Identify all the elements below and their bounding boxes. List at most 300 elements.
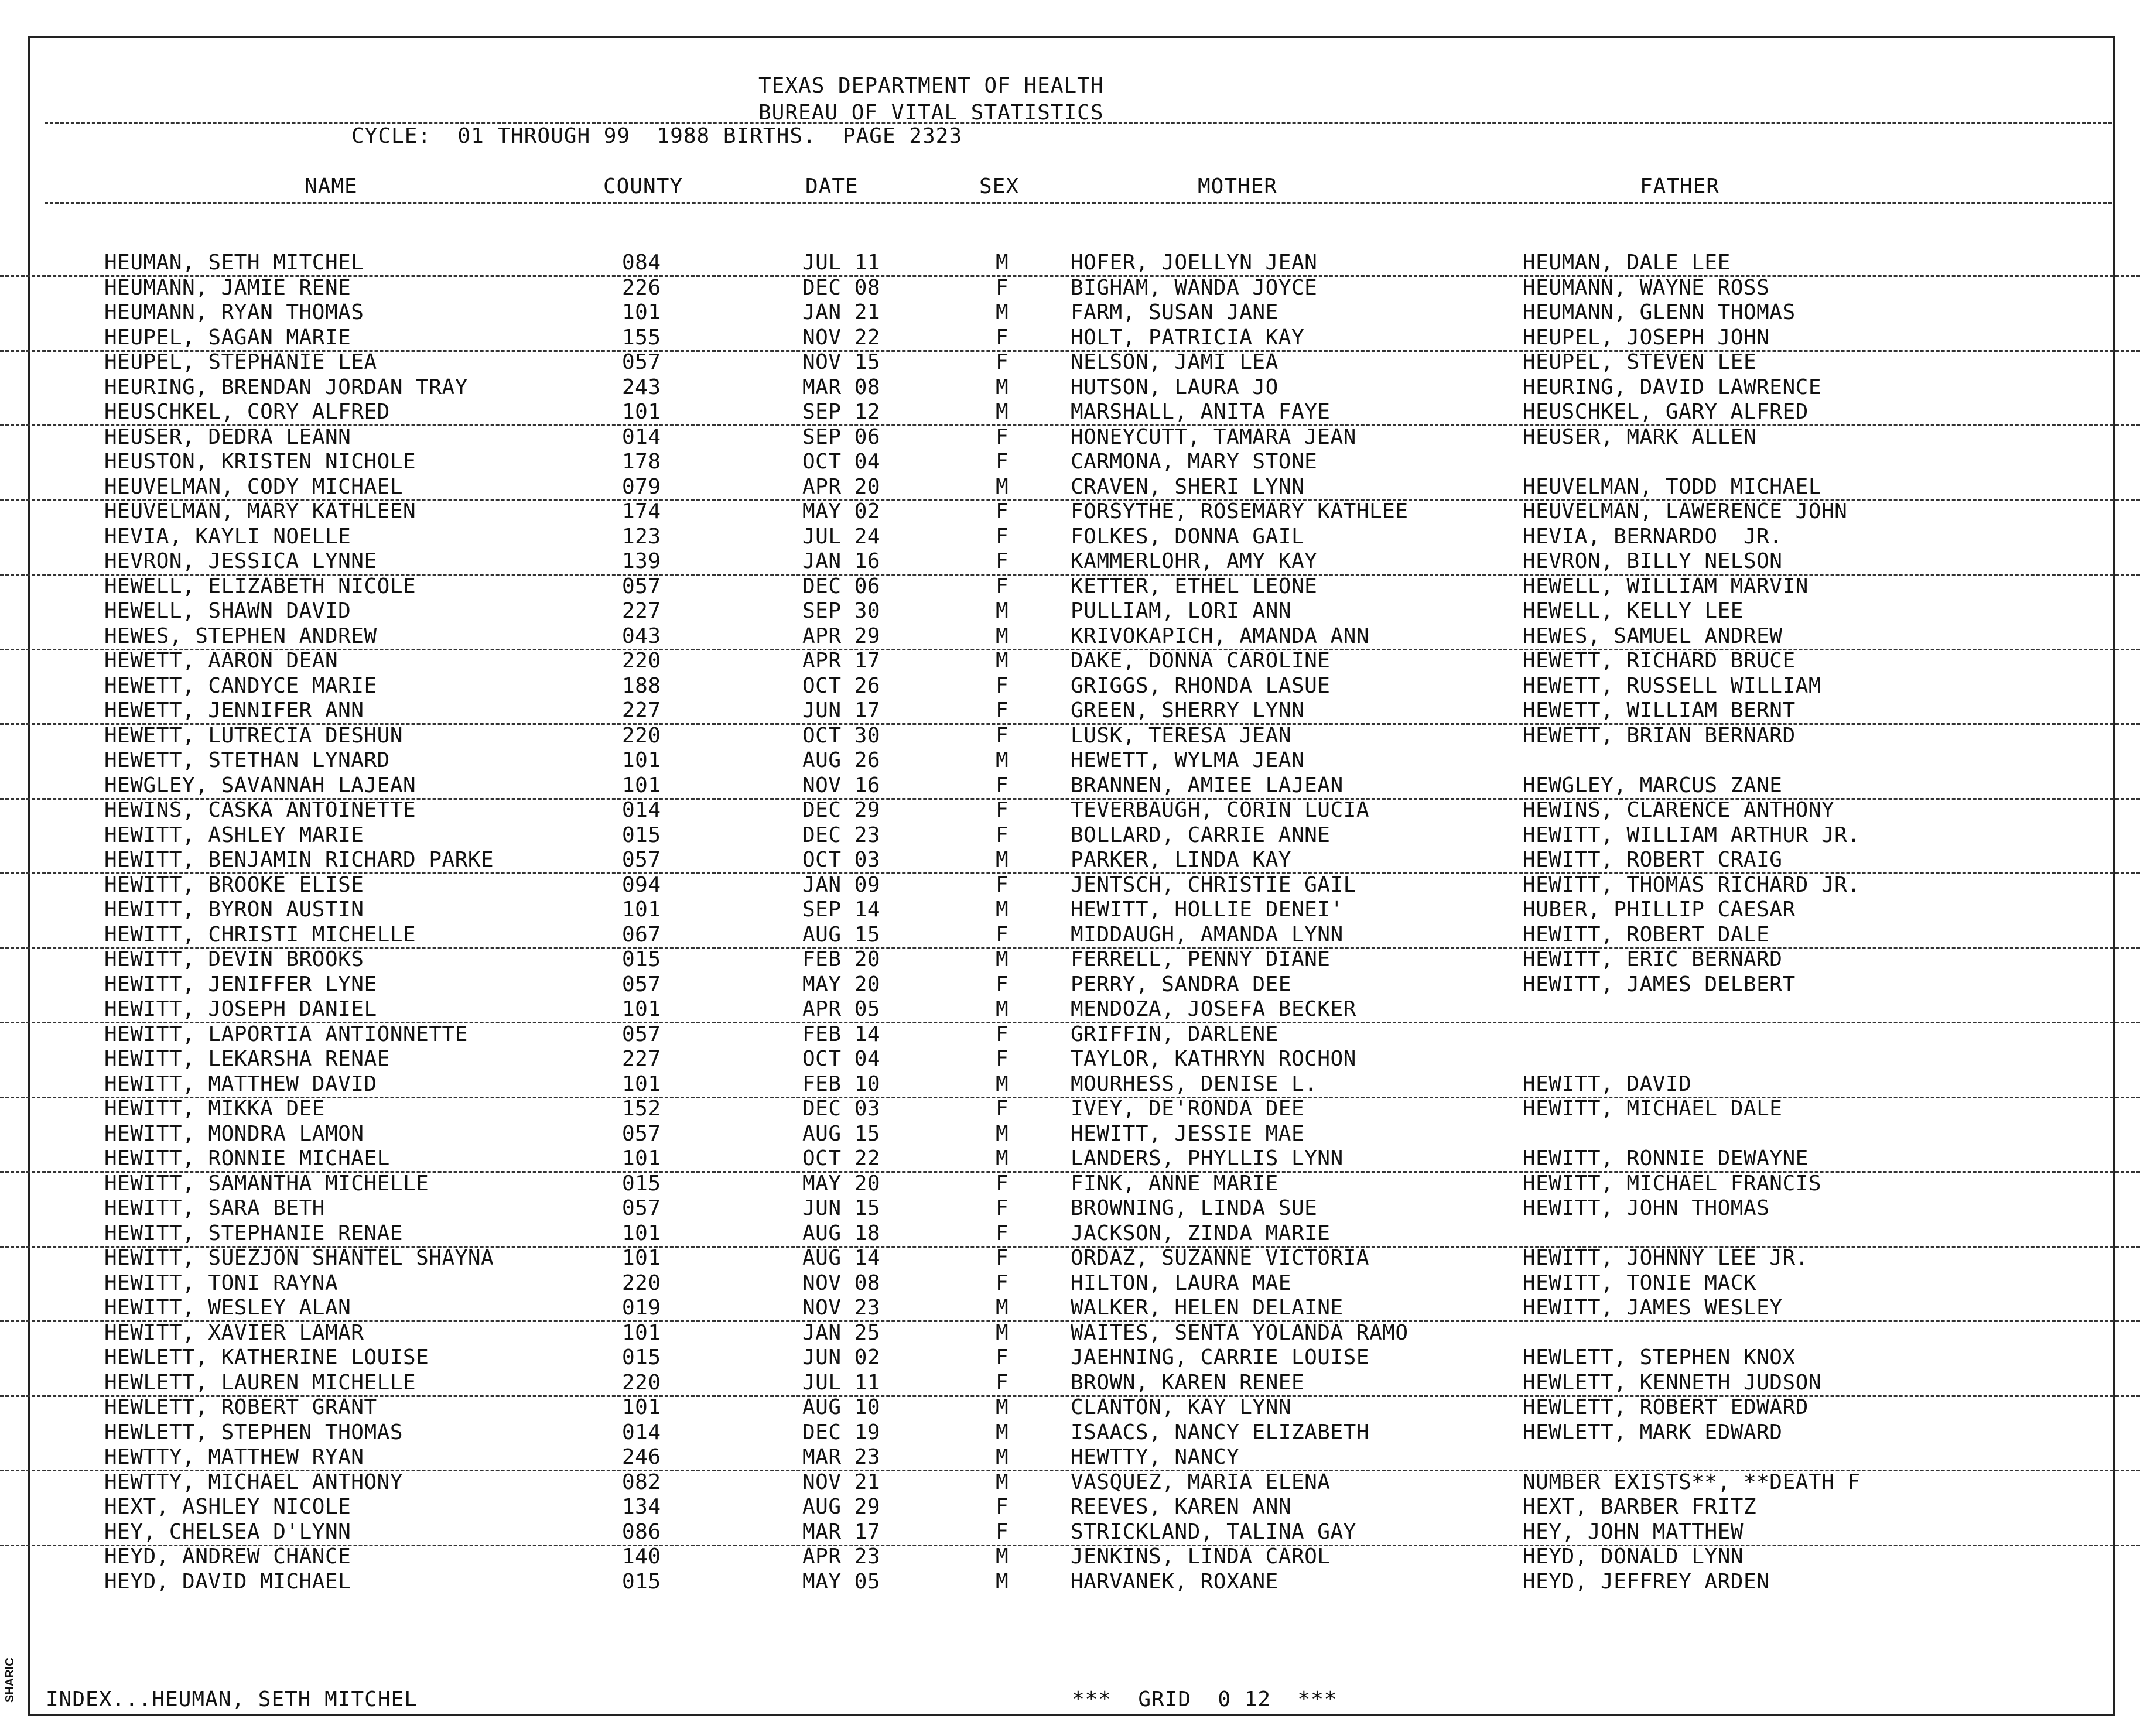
cell-sex: M: [996, 375, 1009, 399]
cell-name: HEWITT, XAVIER LAMAR: [104, 1320, 364, 1345]
cell-sex: F: [996, 922, 1009, 947]
cell-mother: FARM, SUSAN JANE: [1071, 300, 1278, 324]
cell-county: 057: [622, 574, 661, 598]
cell-date: MAY 02: [802, 499, 881, 523]
cell-father: HEWITT, JAMES WESLEY: [1523, 1296, 1783, 1320]
cell-date: JUN 17: [802, 698, 881, 723]
cell-county: 134: [622, 1495, 661, 1519]
cell-father: HEWITT, THOMAS RICHARD JR.: [1523, 872, 1861, 897]
cell-date: SEP 06: [802, 424, 881, 449]
cell-mother: KETTER, ETHEL LEONE: [1071, 574, 1318, 598]
table-row: [0, 1371, 2140, 1397]
table-row: [0, 1271, 2140, 1296]
cell-father: HEWITT, ERIC BERNARD: [1523, 947, 1783, 971]
cell-sex: F: [996, 350, 1009, 374]
cell-county: 014: [622, 798, 661, 822]
cell-father: HEWETT, RICHARD BRUCE: [1523, 649, 1796, 673]
cell-county: 101: [622, 300, 661, 324]
cell-date: JAN 21: [802, 300, 881, 324]
cell-name: HEWITT, LAPORTIA ANTIONNETTE: [104, 1022, 468, 1046]
table-row: [0, 1570, 2140, 1594]
cell-date: JUL 11: [802, 251, 881, 275]
cell-name: HEYD, ANDREW CHANCE: [104, 1545, 351, 1569]
cell-date: APR 20: [802, 474, 881, 499]
table-row: [0, 300, 2140, 325]
cell-county: 188: [622, 673, 661, 698]
cell-county: 094: [622, 872, 661, 897]
cell-mother: FOLKES, DONNA GAIL: [1071, 524, 1305, 549]
table-row: [0, 997, 2140, 1023]
cell-date: OCT 03: [802, 848, 881, 872]
table-row: [0, 947, 2140, 972]
cell-date: APR 17: [802, 649, 881, 673]
cell-father: HEVRON, BILLY NELSON: [1523, 549, 1783, 573]
cell-name: HEWTTY, MICHAEL ANTHONY: [104, 1470, 403, 1494]
cell-sex: F: [996, 424, 1009, 449]
cell-county: 101: [622, 1221, 661, 1245]
cell-sex: M: [996, 1121, 1009, 1146]
cell-name: HEWITT, RONNIE MICHAEL: [104, 1146, 390, 1170]
cell-date: JAN 09: [802, 872, 881, 897]
table-row: [0, 475, 2140, 501]
column-header-county: COUNTY: [603, 174, 683, 198]
cell-county: 101: [622, 898, 661, 922]
cell-county: 101: [622, 1146, 661, 1170]
cell-name: HEWITT, JENIFFER LYNE: [104, 972, 377, 997]
table-row: [0, 698, 2140, 725]
table-row: [0, 1470, 2140, 1495]
cell-mother: JENKINS, LINDA CAROL: [1071, 1545, 1331, 1569]
cell-name: HEUMANN, RYAN THOMAS: [104, 300, 364, 324]
cell-sex: M: [996, 599, 1009, 623]
cell-sex: M: [996, 251, 1009, 275]
cell-father: HEWITT, MICHAEL FRANCIS: [1523, 1171, 1821, 1196]
cell-date: MAY 20: [802, 1171, 881, 1196]
header-line-2: BUREAU OF VITAL STATISTICS: [758, 101, 1104, 125]
cell-sex: M: [996, 1569, 1009, 1594]
cell-father: HEUPEL, JOSEPH JOHN: [1523, 325, 1770, 350]
cell-sex: M: [996, 1545, 1009, 1569]
table-row: [0, 798, 2140, 823]
cell-name: HEWITT, BROOKE ELISE: [104, 872, 364, 897]
cell-father: HEVIA, BERNARDO JR.: [1523, 524, 1783, 549]
cell-sex: F: [996, 723, 1009, 748]
cell-name: HEUVELMAN, CODY MICHAEL: [104, 474, 403, 499]
cell-father: HEWITT, JOHN THOMAS: [1523, 1196, 1770, 1220]
cell-father: HEWGLEY, MARCUS ZANE: [1523, 773, 1783, 797]
cell-date: OCT 26: [802, 673, 881, 698]
cell-date: JAN 25: [802, 1320, 881, 1345]
table-row: [0, 1445, 2140, 1471]
cell-name: HEWITT, SAMANTHA MICHELLE: [104, 1171, 429, 1196]
cell-father: HEWLETT, MARK EDWARD: [1523, 1420, 1783, 1444]
cell-date: DEC 03: [802, 1097, 881, 1121]
cell-sex: F: [996, 1370, 1009, 1395]
cell-county: 043: [622, 624, 661, 648]
table-row: [0, 251, 2140, 277]
cell-mother: NELSON, JAMI LEA: [1071, 350, 1278, 374]
cell-sex: F: [996, 1196, 1009, 1220]
table-row: [0, 1520, 2140, 1546]
cell-mother: BROWN, KAREN RENEE: [1071, 1370, 1305, 1395]
cell-mother: GREEN, SHERRY LYNN: [1071, 698, 1305, 723]
table-row: [0, 1395, 2140, 1420]
cell-date: NOV 15: [802, 350, 881, 374]
cell-mother: FERRELL, PENNY DIANE: [1071, 947, 1331, 971]
cell-father: HEWETT, BRIAN BERNARD: [1523, 723, 1796, 748]
cell-name: HEY, CHELSEA D'LYNN: [104, 1519, 351, 1544]
cell-name: HEWELL, SHAWN DAVID: [104, 599, 351, 623]
table-row: [0, 1545, 2140, 1569]
cell-county: 057: [622, 1121, 661, 1146]
cell-county: 057: [622, 972, 661, 997]
cell-name: HEXT, ASHLEY NICOLE: [104, 1495, 351, 1519]
cell-father: HEWITT, MICHAEL DALE: [1523, 1097, 1783, 1121]
cell-date: OCT 30: [802, 723, 881, 748]
cell-sex: F: [996, 1022, 1009, 1046]
table-row: [0, 973, 2140, 997]
cell-date: OCT 04: [802, 1047, 881, 1071]
table-row: [0, 1345, 2140, 1370]
cell-county: 015: [622, 1345, 661, 1369]
cell-sex: F: [996, 275, 1009, 300]
cell-date: DEC 08: [802, 275, 881, 300]
cell-name: HEWITT, ASHLEY MARIE: [104, 823, 364, 847]
cell-name: HEWITT, DEVIN BROOKS: [104, 947, 364, 971]
table-row: [0, 724, 2140, 748]
cell-sex: F: [996, 773, 1009, 797]
cell-mother: HONEYCUTT, TAMARA JEAN: [1071, 424, 1356, 449]
cell-county: 227: [622, 1047, 661, 1071]
cell-sex: M: [996, 947, 1009, 971]
cell-mother: KAMMERLOHR, AMY KAY: [1071, 549, 1318, 573]
cell-date: FEB 14: [802, 1022, 881, 1046]
cell-name: HEWITT, MONDRA LAMON: [104, 1121, 364, 1146]
cell-county: 101: [622, 997, 661, 1021]
table-row: [0, 499, 2140, 524]
cell-county: 067: [622, 922, 661, 947]
cell-name: HEWLETT, ROBERT GRANT: [104, 1395, 377, 1419]
cell-county: 140: [622, 1545, 661, 1569]
cell-mother: FORSYTHE, ROSEMARY KATHLEE: [1071, 499, 1409, 523]
cell-name: HEWITT, SARA BETH: [104, 1196, 325, 1220]
cell-date: AUG 10: [802, 1395, 881, 1419]
cell-date: MAR 08: [802, 375, 881, 399]
cell-date: DEC 19: [802, 1420, 881, 1444]
cell-name: HEWTTY, MATTHEW RYAN: [104, 1445, 364, 1469]
cell-mother: BROWNING, LINDA SUE: [1071, 1196, 1318, 1220]
cell-county: 152: [622, 1097, 661, 1121]
cell-name: HEWETT, STETHAN LYNARD: [104, 748, 390, 772]
cell-date: JAN 16: [802, 549, 881, 573]
cell-date: MAY 20: [802, 972, 881, 997]
cell-county: 174: [622, 499, 661, 523]
cell-father: HEWITT, JAMES DELBERT: [1523, 972, 1796, 997]
cell-county: 101: [622, 773, 661, 797]
cell-mother: MOURHESS, DENISE L.: [1071, 1071, 1318, 1096]
cell-father: HEWITT, DAVID: [1523, 1071, 1692, 1096]
cell-name: HEWLETT, STEPHEN THOMAS: [104, 1420, 403, 1444]
cell-county: 079: [622, 474, 661, 499]
cell-name: HEWETT, AARON DEAN: [104, 649, 339, 673]
cell-name: HEVIA, KAYLI NOELLE: [104, 524, 351, 549]
cell-father: HEWETT, WILLIAM BERNT: [1523, 698, 1796, 723]
cell-father: HEYD, JEFFREY ARDEN: [1523, 1569, 1770, 1594]
cell-name: HEWITT, STEPHANIE RENAE: [104, 1221, 403, 1245]
cell-mother: PARKER, LINDA KAY: [1071, 848, 1291, 872]
cell-mother: CRAVEN, SHERI LYNN: [1071, 474, 1305, 499]
cell-father: HEUVELMAN, TODD MICHAEL: [1523, 474, 1821, 499]
table-row: [0, 326, 2140, 352]
cell-county: 123: [622, 524, 661, 549]
cell-county: 220: [622, 1271, 661, 1295]
cell-sex: F: [996, 499, 1009, 523]
cell-father: HEUMANN, GLENN THOMAS: [1523, 300, 1796, 324]
cell-name: HEWITT, LEKARSHA RENAE: [104, 1047, 390, 1071]
cell-name: HEWLETT, LAUREN MICHELLE: [104, 1370, 416, 1395]
cell-mother: BRANNEN, AMIEE LAJEAN: [1071, 773, 1344, 797]
cell-mother: HARVANEK, ROXANE: [1071, 1569, 1278, 1594]
cell-name: HEWES, STEPHEN ANDREW: [104, 624, 377, 648]
cell-county: 227: [622, 599, 661, 623]
cell-county: 178: [622, 450, 661, 474]
cell-father: HEURING, DAVID LAWRENCE: [1523, 375, 1821, 399]
cell-mother: ORDAZ, SUZANNE VICTORIA: [1071, 1246, 1369, 1270]
table-row: [0, 674, 2140, 698]
cell-date: DEC 06: [802, 574, 881, 598]
table-row: [0, 1072, 2140, 1098]
cell-father: HEXT, BARBER FRITZ: [1523, 1495, 1757, 1519]
cell-name: HEWITT, WESLEY ALAN: [104, 1296, 351, 1320]
cell-mother: TAYLOR, KATHRYN ROCHON: [1071, 1047, 1356, 1071]
cell-date: SEP 14: [802, 898, 881, 922]
cell-name: HEWITT, SUEZJON SHANTEL SHAYNA: [104, 1246, 494, 1270]
cell-father: HEWITT, WILLIAM ARTHUR JR.: [1523, 823, 1861, 847]
cell-name: HEUMANN, JAMIE RENE: [104, 275, 351, 300]
cell-father: HEUVELMAN, LAWERENCE JOHN: [1523, 499, 1848, 523]
cell-father: HEUSER, MARK ALLEN: [1523, 424, 1757, 449]
cell-mother: WALKER, HELEN DELAINE: [1071, 1296, 1344, 1320]
cell-mother: IVEY, DE'RONDA DEE: [1071, 1097, 1305, 1121]
cell-father: HEWES, SAMUEL ANDREW: [1523, 624, 1783, 648]
cell-mother: HEWTTY, NANCY: [1071, 1445, 1240, 1469]
cell-sex: M: [996, 624, 1009, 648]
table-row: [0, 923, 2140, 949]
cell-date: OCT 22: [802, 1146, 881, 1170]
cell-father: HEWLETT, STEPHEN KNOX: [1523, 1345, 1796, 1369]
cell-county: 101: [622, 1320, 661, 1345]
cell-sex: F: [996, 1271, 1009, 1295]
cell-mother: GRIGGS, RHONDA LASUE: [1071, 673, 1331, 698]
cell-mother: JENTSCH, CHRISTIE GAIL: [1071, 872, 1356, 897]
cell-mother: MENDOZA, JOSEFA BECKER: [1071, 997, 1356, 1021]
cell-mother: ISAACS, NANCY ELIZABETH: [1071, 1420, 1369, 1444]
cell-county: 057: [622, 848, 661, 872]
cell-father: HEWITT, RONNIE DEWAYNE: [1523, 1146, 1809, 1170]
cell-sex: M: [996, 474, 1009, 499]
table-row: [0, 1047, 2140, 1071]
cell-father: HUBER, PHILLIP CAESAR: [1523, 898, 1796, 922]
cell-name: HEWITT, CHRISTI MICHELLE: [104, 922, 416, 947]
cell-date: MAY 05: [802, 1569, 881, 1594]
cell-date: AUG 15: [802, 1121, 881, 1146]
cell-name: HEWITT, JOSEPH DANIEL: [104, 997, 377, 1021]
cell-sex: M: [996, 997, 1009, 1021]
cell-sex: F: [996, 524, 1009, 549]
cell-father: HEUMAN, DALE LEE: [1523, 251, 1731, 275]
cell-mother: HEWETT, WYLMA JEAN: [1071, 748, 1305, 772]
cell-date: MAR 23: [802, 1445, 881, 1469]
cell-sex: F: [996, 798, 1009, 822]
table-row: [0, 425, 2140, 450]
table-row: [0, 1321, 2140, 1345]
cell-sex: F: [996, 673, 1009, 698]
cell-mother: FINK, ANNE MARIE: [1071, 1171, 1278, 1196]
cell-county: 220: [622, 723, 661, 748]
column-header-date: DATE: [805, 174, 859, 198]
cell-mother: CARMONA, MARY STONE: [1071, 450, 1318, 474]
cell-county: 084: [622, 251, 661, 275]
cell-county: 101: [622, 1071, 661, 1096]
side-label: SHARIC: [4, 1658, 16, 1703]
cell-sex: M: [996, 1071, 1009, 1096]
column-header-rule: [45, 202, 2112, 204]
cell-mother: BIGHAM, WANDA JOYCE: [1071, 275, 1318, 300]
cell-mother: LANDERS, PHYLLIS LYNN: [1071, 1146, 1344, 1170]
cell-date: AUG 18: [802, 1221, 881, 1245]
cell-date: DEC 29: [802, 798, 881, 822]
cell-sex: M: [996, 1445, 1009, 1469]
cell-name: HEWETT, CANDYCE MARIE: [104, 673, 377, 698]
table-row: [0, 549, 2140, 576]
cell-mother: HUTSON, LAURA JO: [1071, 375, 1278, 399]
cell-date: SEP 12: [802, 400, 881, 424]
cell-name: HEUSTON, KRISTEN NICHOLE: [104, 450, 416, 474]
cell-name: HEWETT, JENNIFER ANN: [104, 698, 364, 723]
cell-father: HEY, JOHN MATTHEW: [1523, 1519, 1744, 1544]
cell-date: AUG 29: [802, 1495, 881, 1519]
table-row: [0, 823, 2140, 848]
cell-sex: F: [996, 698, 1009, 723]
cell-date: NOV 21: [802, 1470, 881, 1494]
cell-mother: DAKE, DONNA CAROLINE: [1071, 649, 1331, 673]
cell-mother: MARSHALL, ANITA FAYE: [1071, 400, 1331, 424]
cell-father: HEWITT, ROBERT CRAIG: [1523, 848, 1783, 872]
cell-name: HEUMAN, SETH MITCHEL: [104, 251, 364, 275]
cell-county: 057: [622, 1022, 661, 1046]
cell-county: 246: [622, 1445, 661, 1469]
cell-date: AUG 14: [802, 1246, 881, 1270]
cell-sex: F: [996, 1519, 1009, 1544]
table-row: [0, 649, 2140, 673]
cell-father: HEUSCHKEL, GARY ALFRED: [1523, 400, 1809, 424]
cell-date: NOV 08: [802, 1271, 881, 1295]
cell-date: FEB 20: [802, 947, 881, 971]
cell-date: MAR 17: [802, 1519, 881, 1544]
cell-mother: PERRY, SANDRA DEE: [1071, 972, 1291, 997]
cell-sex: F: [996, 872, 1009, 897]
cell-sex: F: [996, 1495, 1009, 1519]
cell-mother: JAEHNING, CARRIE LOUISE: [1071, 1345, 1369, 1369]
cell-sex: M: [996, 1320, 1009, 1345]
cell-date: NOV 16: [802, 773, 881, 797]
cell-date: APR 05: [802, 997, 881, 1021]
cell-mother: HILTON, LAURA MAE: [1071, 1271, 1291, 1295]
cell-mother: HEWITT, HOLLIE DENEI': [1071, 898, 1344, 922]
cell-county: 101: [622, 1395, 661, 1419]
table-row: [0, 1420, 2140, 1445]
cell-name: HEWGLEY, SAVANNAH LAJEAN: [104, 773, 416, 797]
cell-mother: LUSK, TERESA JEAN: [1071, 723, 1291, 748]
table-row: [0, 848, 2140, 874]
table-row: [0, 375, 2140, 400]
cell-father: HEWITT, JOHNNY LEE JR.: [1523, 1246, 1809, 1270]
cell-date: APR 23: [802, 1545, 881, 1569]
table-row: [0, 1146, 2140, 1173]
cell-county: 019: [622, 1296, 661, 1320]
cell-father: HEYD, DONALD LYNN: [1523, 1545, 1744, 1569]
cell-sex: F: [996, 549, 1009, 573]
cell-county: 086: [622, 1519, 661, 1544]
cell-sex: M: [996, 400, 1009, 424]
cell-date: OCT 04: [802, 450, 881, 474]
cell-county: 226: [622, 275, 661, 300]
header-rule-1: [45, 122, 2112, 124]
cell-mother: REEVES, KAREN ANN: [1071, 1495, 1291, 1519]
cell-county: 243: [622, 375, 661, 399]
cell-date: JUL 11: [802, 1370, 881, 1395]
cell-name: HEWITT, BYRON AUSTIN: [104, 898, 364, 922]
table-row: [0, 748, 2140, 773]
table-row: [0, 599, 2140, 624]
cycle-line: CYCLE: 01 THROUGH 99 1988 BIRTHS. PAGE 2323: [351, 124, 962, 148]
cell-mother: PULLIAM, LORI ANN: [1071, 599, 1291, 623]
cell-name: HEYD, DAVID MICHAEL: [104, 1569, 351, 1594]
cell-father: HEUPEL, STEVEN LEE: [1523, 350, 1757, 374]
cell-sex: F: [996, 1345, 1009, 1369]
cell-sex: M: [996, 1420, 1009, 1444]
table-row: [0, 1246, 2140, 1271]
table-row: [0, 450, 2140, 474]
cell-mother: STRICKLAND, TALINA GAY: [1071, 1519, 1356, 1544]
cell-date: NOV 22: [802, 325, 881, 350]
table-row: [0, 1097, 2140, 1121]
cell-date: JUN 02: [802, 1345, 881, 1369]
cell-county: 015: [622, 1171, 661, 1196]
cell-name: HEUVELMAN, MARY KATHLEEN: [104, 499, 416, 523]
cell-name: HEURING, BRENDAN JORDAN TRAY: [104, 375, 468, 399]
cell-county: 220: [622, 1370, 661, 1395]
cell-county: 139: [622, 549, 661, 573]
cell-mother: HOFER, JOELLYN JEAN: [1071, 251, 1318, 275]
table-row: [0, 1196, 2140, 1221]
cell-name: HEWITT, MIKKA DEE: [104, 1097, 325, 1121]
cell-father: HEWELL, WILLIAM MARVIN: [1523, 574, 1809, 598]
cell-mother: KRIVOKAPICH, AMANDA ANN: [1071, 624, 1369, 648]
cell-date: NOV 23: [802, 1296, 881, 1320]
header-line-1: TEXAS DEPARTMENT OF HEALTH: [758, 74, 1104, 98]
table-row: [0, 350, 2140, 375]
cell-sex: F: [996, 1246, 1009, 1270]
cell-father: HEWLETT, ROBERT EDWARD: [1523, 1395, 1809, 1419]
cell-name: HEWLETT, KATHERINE LOUISE: [104, 1345, 429, 1369]
cell-mother: GRIFFIN, DARLENE: [1071, 1022, 1278, 1046]
cell-county: 014: [622, 1420, 661, 1444]
cell-county: 014: [622, 424, 661, 449]
column-header-sex: SEX: [979, 174, 1020, 198]
cell-date: SEP 30: [802, 599, 881, 623]
cell-sex: F: [996, 1221, 1009, 1245]
